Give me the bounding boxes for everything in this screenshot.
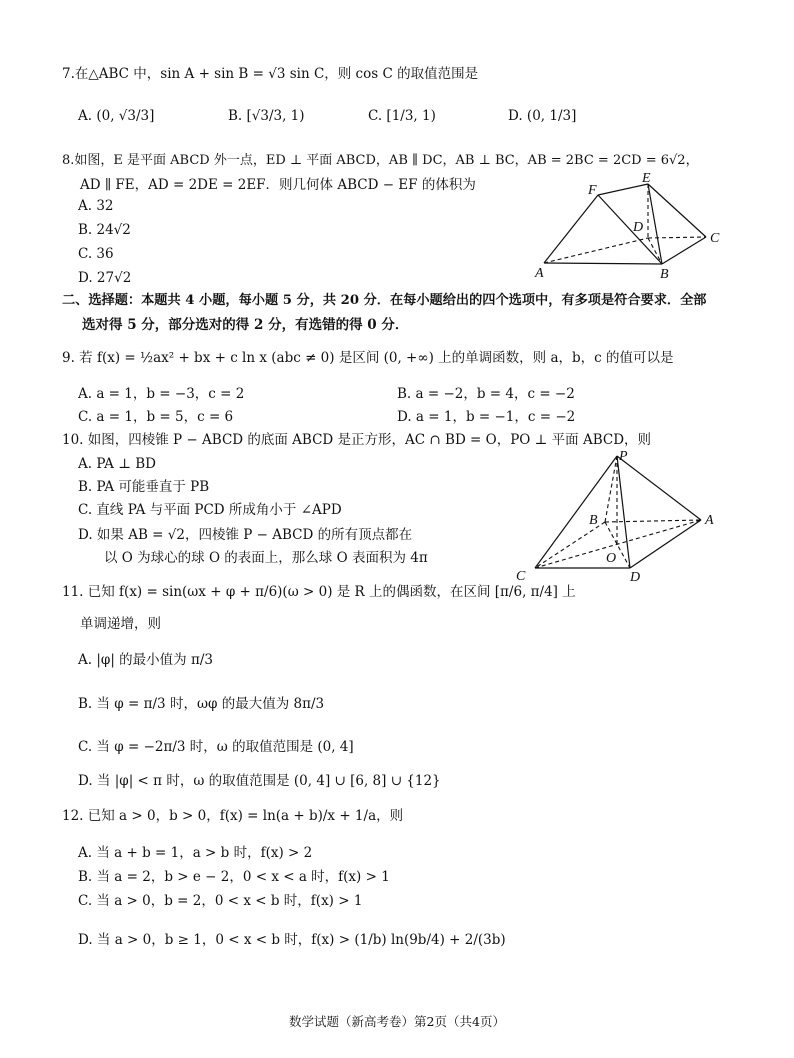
section2-header-line1: 二、选择题：本题共 4 小题，每小题 5 分，共 20 分．在每小题给出的四个选项中，有多项是符合要求．全部: [62, 293, 707, 308]
fig10-label-o: O: [606, 551, 617, 566]
q8-option-b: B. 24√2: [78, 222, 131, 238]
q10-option-a: A. PA ⊥ BD: [78, 456, 156, 472]
q12-stem: 12. 已知 a > 0，b > 0，f(x) = ln(a + b)/x + 1/a，则: [62, 808, 404, 824]
q11-option-d: D. 当 |φ| < π 时，ω 的取值范围是 (0, 4] ∪ [6, 8] ∪ {12}: [78, 773, 441, 789]
fig8-label-a: A: [535, 266, 544, 281]
q11-stem-line2: 单调递增，则: [80, 616, 161, 632]
q10-option-b: B. PA 可能垂直于 PB: [78, 479, 210, 495]
q11-stem-line1: 11. 已知 f(x) = sin(ωx + φ + π/6)(ω > 0) 是 R 上的偶函数，在区间 [π/6, π/4] 上: [62, 584, 576, 600]
q11-option-c: C. 当 φ = −2π/3 时，ω 的取值范围是 (0, 4]: [78, 739, 354, 755]
q12-option-b: B. 当 a = 2，b > e − 2，0 < x < a 时，f(x) > 1: [78, 869, 390, 885]
fig8-label-f: F: [588, 183, 597, 198]
fig10-label-c: C: [516, 569, 526, 584]
q12-option-c: C. 当 a > 0，b = 2，0 < x < b 时，f(x) > 1: [78, 893, 363, 909]
q11-option-a: A. |φ| 的最小值为 π/3: [78, 652, 213, 668]
fig10-label-a: A: [705, 513, 714, 528]
q10-option-d-line1: D. 如果 AB = √2，四棱锥 P − ABCD 的所有顶点都在: [78, 527, 413, 543]
q7-option-b: B. [√3/3, 1): [228, 108, 305, 124]
q9-stem: 9. 若 f(x) = ½ax² + bx + c ln x (abc ≠ 0) 是区间 (0, +∞) 上的单调函数，则 a，b，c 的值可以是: [62, 350, 674, 366]
q12-option-a: A. 当 a + b = 1，a > b 时，f(x) > 2: [78, 845, 313, 861]
q9-option-d: D. a = 1，b = −1，c = −2: [397, 409, 576, 425]
q8-option-c: C. 36: [78, 246, 114, 262]
fig8-label-c: C: [710, 231, 720, 246]
q10-option-c: C. 直线 PA 与平面 PCD 所成角小于 ∠APD: [78, 502, 342, 518]
fig10-label-b: B: [589, 513, 598, 528]
fig8-label-d: D: [633, 220, 644, 235]
fig8-label-b: B: [660, 267, 669, 282]
q8-stem-line1: 8.如图，E 是平面 ABCD 外一点，ED ⊥ 平面 ABCD，AB ∥ DC，AB ⊥ BC，AB = 2BC = 2CD = 6√2，: [62, 153, 699, 168]
q11-option-b: B. 当 φ = π/3 时，ωφ 的最大值为 8π/3: [78, 696, 325, 712]
q8-option-d: D. 27√2: [78, 270, 132, 286]
q10-stem: 10. 如图，四棱锥 P − ABCD 的底面 ABCD 是正方形，AC ∩ BD = O，PO ⊥ 平面 ABCD，则: [62, 432, 652, 448]
page-footer: 数学试题（新高考卷）第2页（共4页）: [289, 1014, 505, 1029]
q10-option-d-line2: 以 O 为球心的球 O 的表面上，那么球 O 表面积为 4π: [104, 550, 428, 566]
q8-figure: [530, 168, 730, 283]
q7-stem: 7.在△ABC 中，sin A + sin B = √3 sin C，则 cos C 的取值范围是: [62, 66, 479, 82]
fig8-label-e: E: [642, 171, 651, 186]
fig10-label-p: P: [619, 449, 628, 464]
q7-option-a: A. (0, √3/3]: [78, 108, 155, 124]
q9-option-b: B. a = −2，b = 4，c = −2: [397, 386, 575, 402]
q8-stem-line2: AD ∥ FE，AD = 2DE = 2EF．则几何体 ABCD − EF 的体积为: [80, 177, 476, 193]
q10-figure: [505, 446, 730, 586]
section2-header-line2: 选对得 5 分，部分选对的得 2 分，有选错的得 0 分．: [82, 317, 409, 333]
q9-option-c: C. a = 1，b = 5，c = 6: [78, 409, 234, 425]
q9-option-a: A. a = 1，b = −3，c = 2: [78, 386, 245, 402]
q8-option-a: A. 32: [78, 198, 114, 214]
fig10-label-d: D: [630, 570, 641, 585]
q7-option-d: D. (0, 1/3]: [508, 108, 577, 124]
q7-option-c: C. [1/3, 1): [368, 108, 436, 124]
q12-option-d: D. 当 a > 0，b ≥ 1，0 < x < b 时，f(x) > (1/b) ln(9b/4) + 2/(3b): [78, 932, 506, 948]
